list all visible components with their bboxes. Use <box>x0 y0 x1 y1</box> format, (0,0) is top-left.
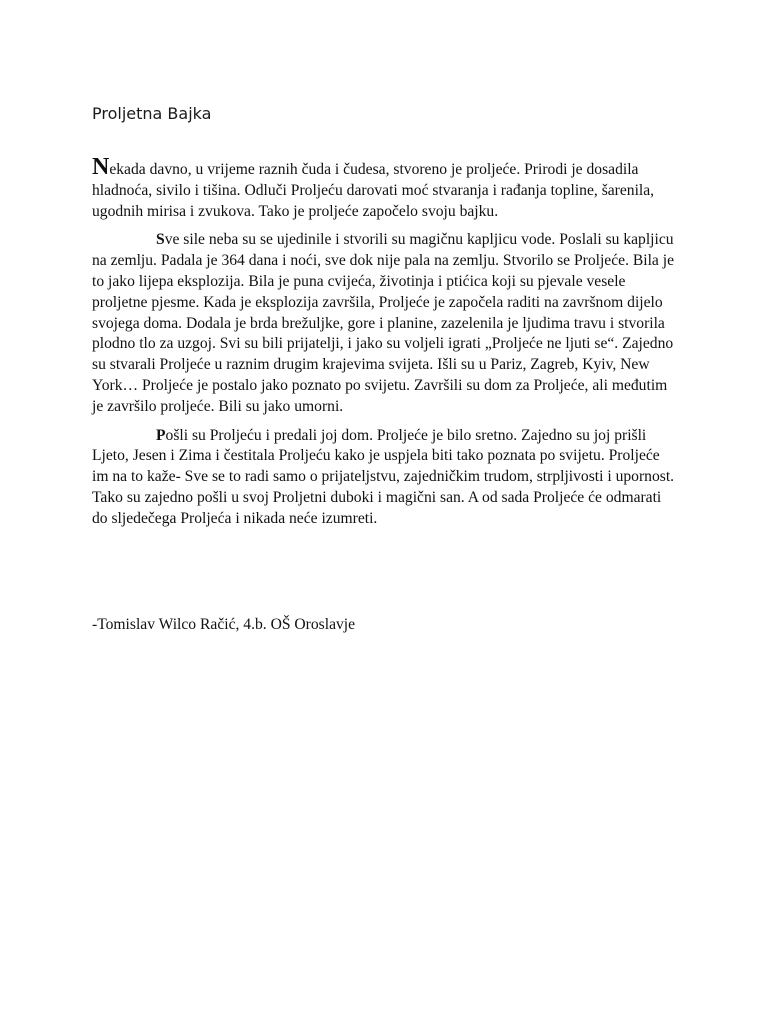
paragraph-2-initial: S <box>156 231 165 249</box>
paragraph-1-text: ekada davno, u vrijeme raznih čuda i čudesa, stvoreno je proljeće. Prirodi je dosadila hladnoća, sivilo i tišina. Odluči Proljeću darovati moć stvaranja i rađanja topline, šarenila, ugodnih mirisa i zvukova. Tako je proljeće započelo svoju bajku. <box>92 161 655 220</box>
author-signature: -Tomislav Wilco Račić, 4.b. OŠ Oroslavje <box>92 616 356 633</box>
paragraph-3-text: ošli su Proljeću i predali joj dom. Proljeće je bilo sretno. Zajedno su joj prišli Ljeto, Jesen i Zima i čestitala Proljeću kako je uspjela biti tako poznata po svijetu. Proljeće im na to kaže- Sve se to radi samo o prijateljstvu, zajedničkim trudom, strpljivosti i upornost. Tako su zajedno pošli u svoj Proljetni duboki i magični san. A od sada Proljeće će odmarati do sljedečega Proljeća i nikada neće izumreti. <box>92 426 675 527</box>
paragraph-1-initial: N <box>92 154 110 180</box>
story-body <box>92 154 678 538</box>
paragraph-2 <box>92 230 678 417</box>
document-title: Proljetna Bajka <box>92 104 212 123</box>
paragraph-2-text: ve sile neba su se ujedinile i stvorili su magičnu kapljicu vode. Poslali su kapljicu na zemlju. Padala je 364 dana i noći, sve dok nije pala na zemlju. Stvorilo se Proljeće. Bila je to jako lijepa eksplozija. Bila je puna cvijeća, životinja i ptićica koji su pjevale vesele proljetne pjesme. Kada je eksplozija završila, Proljeće je započela raditi na završnom dijelo svojega doma. Dodala je brda brežuljke, gore i planine, zazelenila je ljudima travu i stvorila plodno tlo za uzgoj. Svi su bili prijatelji, i jako su voljeli igrati „Proljeće ne ljuti se“. Zajedno su stvarali Proljeće u raznim drugim krajevima svijeta. Išli su u Pariz, Zagreb, Kyiv, New York… Proljeće je postalo jako poznato po svijetu. Završili su dom za Proljeće, ali međutim je završilo proljeće. Bili su jako umorni. <box>92 231 675 415</box>
paragraph-1 <box>92 154 678 222</box>
paragraph-3 <box>92 426 678 530</box>
paragraph-3-initial: P <box>156 426 166 444</box>
